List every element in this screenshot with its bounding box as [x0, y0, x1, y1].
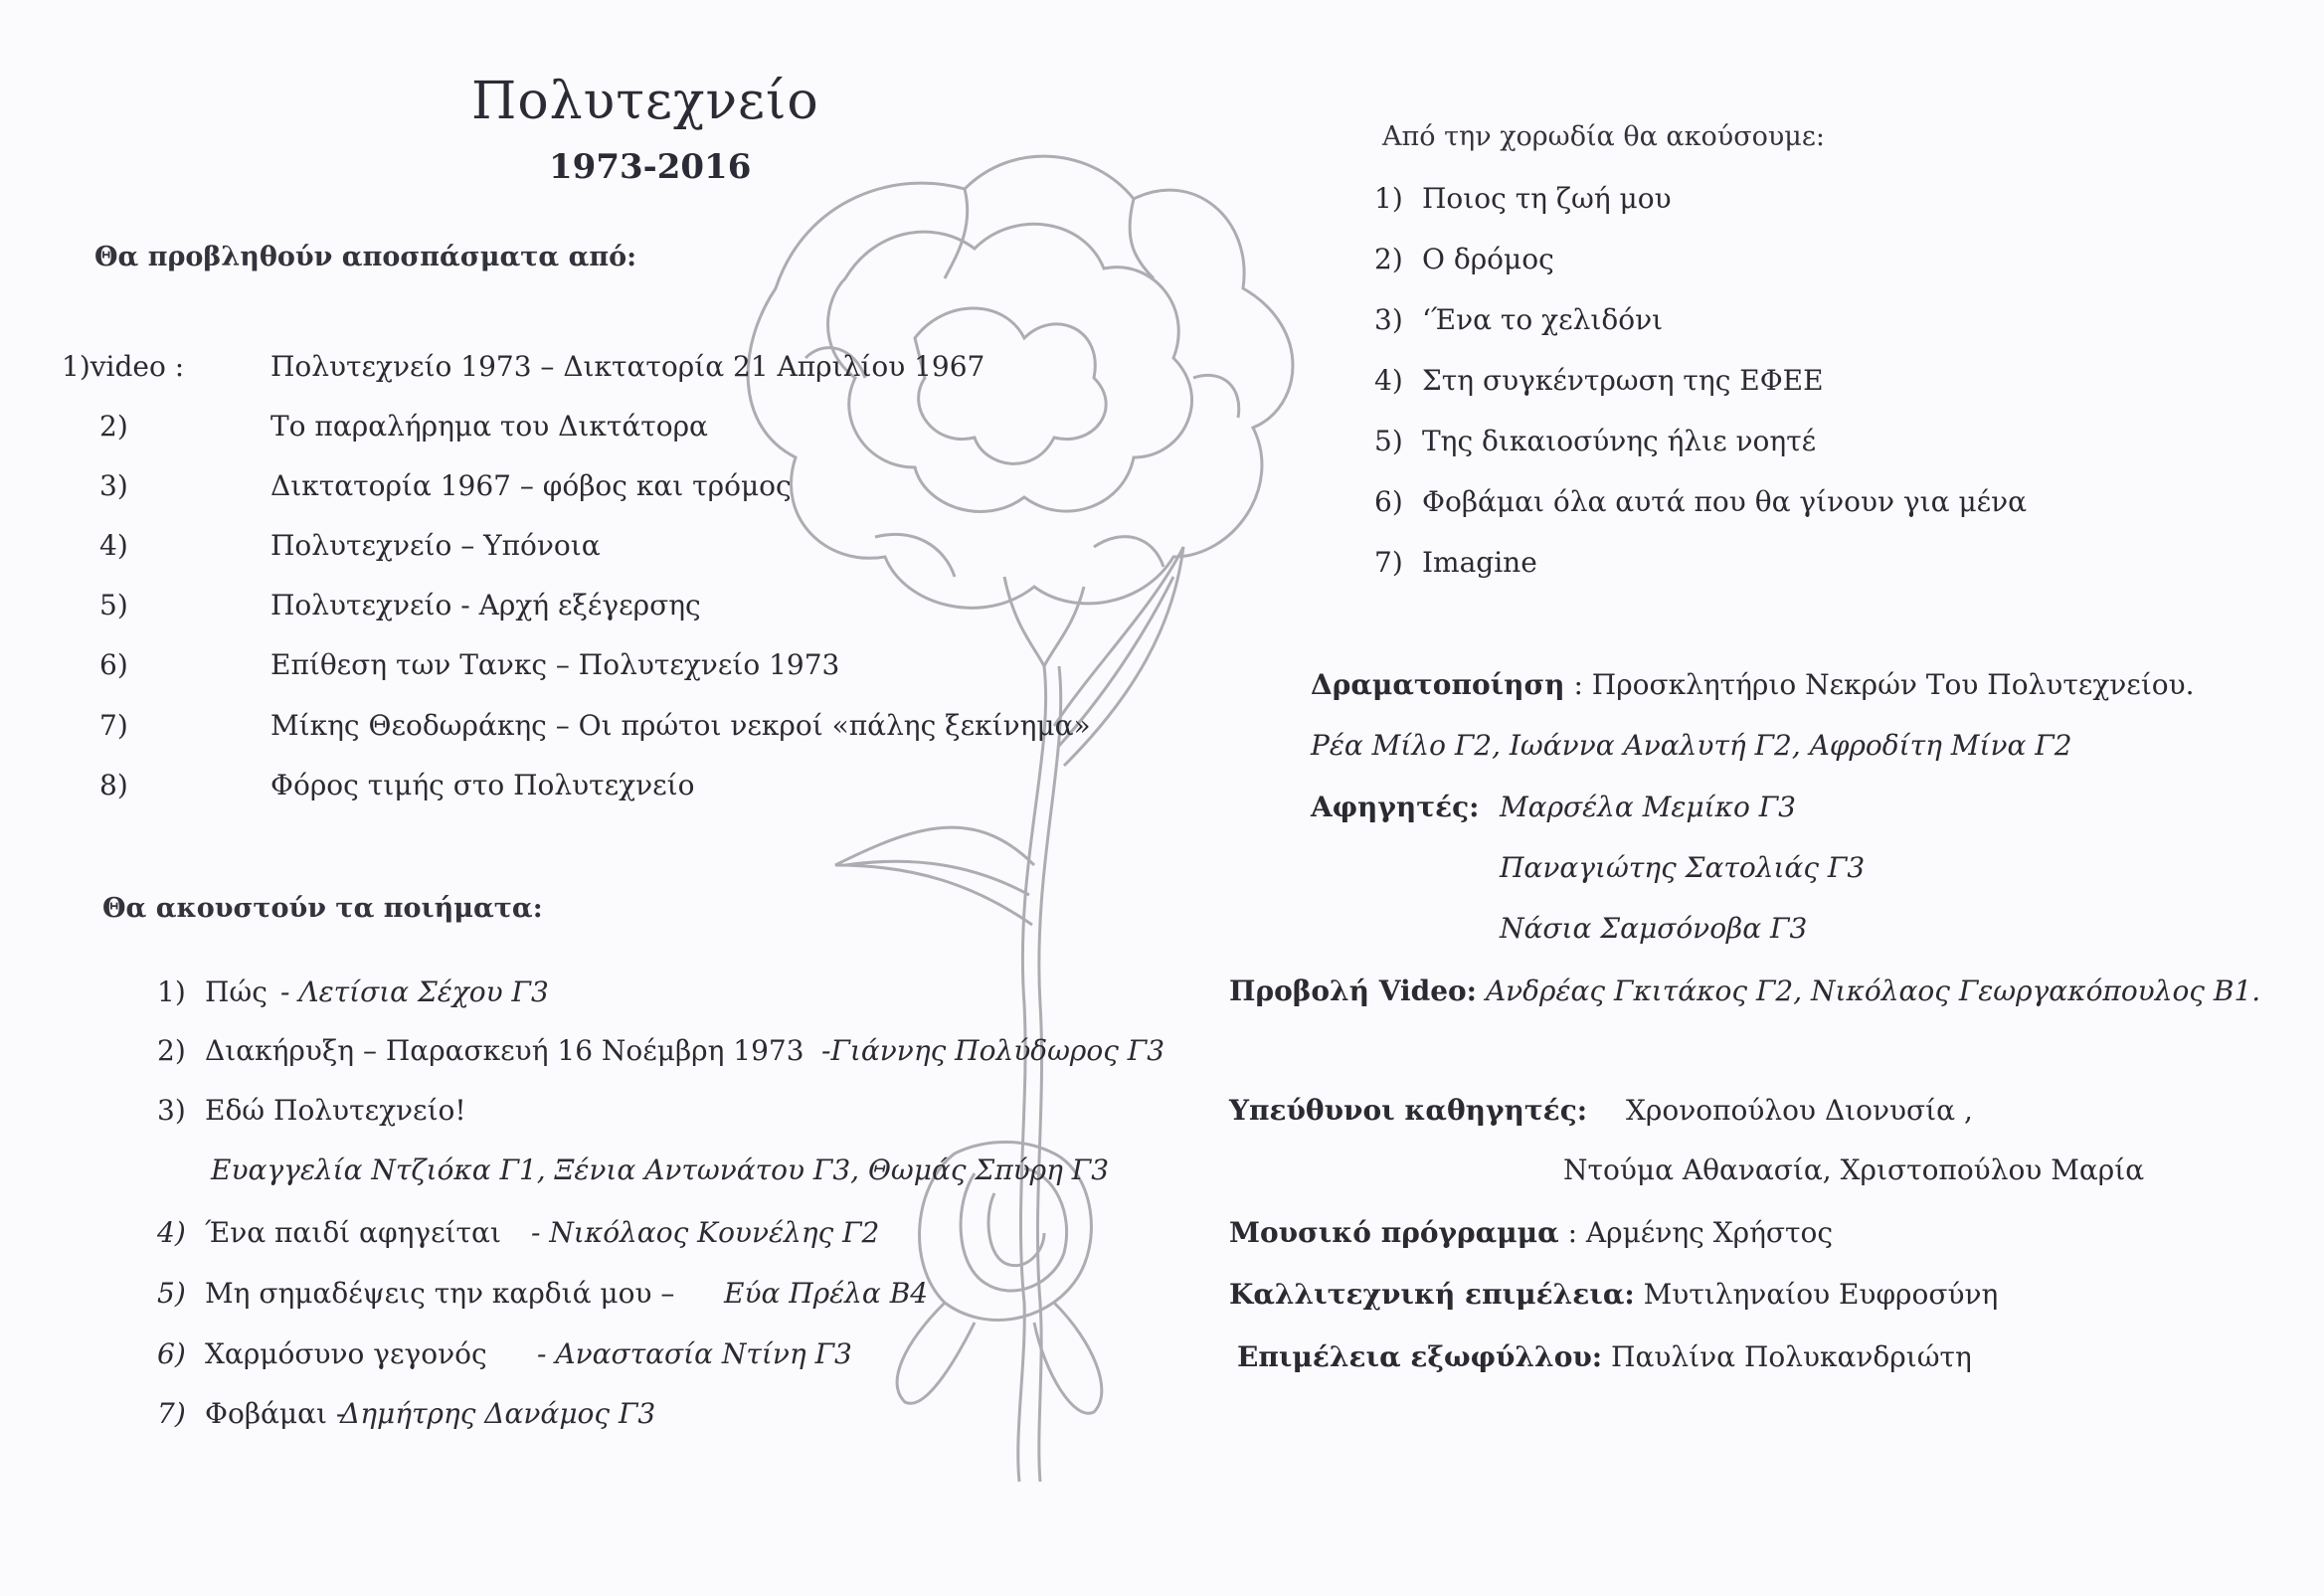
poem-item-number: 6)	[157, 1337, 186, 1370]
poem-item-performer: -Γιάννης Πολύδωρος Γ3	[821, 1034, 1165, 1067]
choir-item-title: ‘Ένα το χελιδόνι	[1422, 303, 1664, 336]
poem-item-performer: Εύα Πρέλα Β4	[724, 1277, 929, 1310]
choir-item-number: 1)	[1374, 182, 1403, 215]
narrator-3: Νάσια Σαμσόνοβα Γ3	[1500, 912, 1808, 945]
poems-heading: Θα ακουστούν τα ποιήματα:	[102, 893, 543, 924]
narrators-label: Αφηγητές:	[1311, 791, 1480, 823]
teachers-value-2: Ντούμα Αθανασία, Χριστοπούλου Μαρία	[1563, 1153, 2145, 1186]
art-label: Καλλιτεχνική επιμέλεια:	[1229, 1278, 1635, 1311]
videos-heading: Θα προβληθούν αποσπάσματα από:	[94, 242, 637, 272]
choir-item-number: 5)	[1374, 425, 1403, 457]
video-credits-label: Προβολή Video:	[1229, 975, 1478, 1007]
cover-line	[1237, 1340, 1972, 1373]
video-item-title: Επίθεση των Τανκς – Πολυτεχνείο 1973	[270, 648, 840, 681]
choir-heading: Από την χορωδία θα ακούσουμε:	[1382, 121, 1825, 152]
poem-item-title: Ένα παιδί αφηγείται	[205, 1216, 501, 1249]
video-item-number: 1)video :	[62, 350, 185, 383]
page-title: Πολυτεχνείο	[471, 72, 819, 131]
cover-value: Παυλίνα Πολυκανδριώτη	[1611, 1340, 1972, 1373]
teachers-line	[1229, 1094, 1973, 1127]
choir-item-title: Της δικαιοσύνης ήλιε νοητέ	[1422, 425, 1817, 457]
choir-item-title: Imagine	[1422, 546, 1537, 579]
choir-item-number: 2)	[1374, 243, 1403, 275]
dramatization-line	[1311, 668, 2195, 701]
poem-item-number: 3)	[157, 1094, 186, 1127]
page-years: 1973-2016	[549, 147, 752, 187]
narrator-1: Μαρσέλα Μεμίκο Γ3	[1500, 791, 1796, 823]
dramatization-label: Δραματοποίηση	[1311, 668, 1565, 701]
choir-item-number: 6)	[1374, 485, 1403, 518]
video-item-number: 2)	[99, 410, 128, 443]
poem-item-number: 1)	[157, 975, 186, 1008]
dramatization-value: : Προσκλητήριο Νεκρών Του Πολυτεχνείου.	[1573, 668, 2195, 701]
narrator-2: Παναγιώτης Σατολιάς Γ3	[1500, 851, 1866, 884]
video-item-number: 4)	[99, 529, 128, 562]
video-item-title: Πολυτεχνείο 1973 – Δικτατορία 21 Απριλίου 1967	[270, 350, 985, 383]
dramatization-cast: Ρέα Μίλο Γ2, Ιωάννα Αναλυτή Γ2, Αφροδίτη Μίνα Γ2	[1311, 729, 2072, 762]
poem-item-performer: - Αναστασία Ντίνη Γ3	[537, 1337, 852, 1370]
poem-item-number: 7)	[157, 1397, 186, 1430]
choir-item-number: 7)	[1374, 546, 1403, 579]
music-label: Μουσικό πρόγραμμα	[1229, 1216, 1559, 1249]
video-item-title: Πολυτεχνείο – Υπόνοια	[270, 529, 601, 562]
video-item-title: Μίκης Θεοδωράκης – Οι πρώτοι νεκροί «πάλης ξεκίνημα»	[270, 709, 1091, 742]
music-value: : Αρμένης Χρήστος	[1567, 1216, 1834, 1249]
art-value: Μυτιληναίου Ευφροσύνη	[1643, 1278, 1999, 1311]
video-item-number: 6)	[99, 648, 128, 681]
poem-item-number: 2)	[157, 1034, 186, 1067]
poem-item-title: Μη σημαδέψεις την καρδιά μου –	[205, 1277, 675, 1310]
poem-item-title: Πώς	[205, 975, 268, 1008]
video-item-title: Δικτατορία 1967 – φόβος και τρόμος	[270, 469, 792, 502]
poem-item-title: Εδώ Πολυτεχνείο!	[205, 1094, 466, 1127]
poem-item-performer: - Νικόλαος Κουνέλης Γ2	[531, 1216, 880, 1249]
poem-item-performer: Ευαγγελία Ντζιόκα Γ1, Ξένια Αντωνάτου Γ3, Θωμάς Σπύρη Γ3	[211, 1153, 1110, 1186]
video-item-number: 3)	[99, 469, 128, 502]
poem-item-title: Χαρμόσυνο γεγονός	[205, 1337, 487, 1370]
poem-item-number: 5)	[157, 1277, 186, 1310]
choir-item-number: 4)	[1374, 364, 1403, 397]
choir-item-title: Στη συγκέντρωση της ΕΦΕΕ	[1422, 364, 1824, 397]
choir-item-title: Φοβάμαι όλα αυτά που θα γίνουν για μένα	[1422, 485, 2028, 518]
cover-label: Επιμέλεια εξωφύλλου:	[1237, 1340, 1603, 1373]
poem-item-number: 4)	[157, 1216, 186, 1249]
video-item-number: 7)	[99, 709, 128, 742]
teachers-value-1: Χρονοπούλου Διονυσία ,	[1626, 1094, 1973, 1127]
video-credits-value: Ανδρέας Γκιτάκος Γ2, Νικόλαος Γεωργακόπουλος Β1.	[1485, 975, 2261, 1007]
poem-item-title: Διακήρυξη – Παρασκευή 16 Νοέμβρη 1973	[205, 1034, 804, 1067]
video-item-title: Φόρος τιμής στο Πολυτεχνείο	[270, 769, 695, 801]
choir-item-number: 3)	[1374, 303, 1403, 336]
video-item-number: 5)	[99, 589, 128, 621]
art-line	[1229, 1278, 1998, 1311]
poem-item-title: Φοβάμαι -	[205, 1397, 346, 1430]
video-item-number: 8)	[99, 769, 128, 801]
video-credits-line	[1229, 975, 2260, 1007]
choir-item-title: Ποιος τη ζωή μου	[1422, 182, 1672, 215]
teachers-label: Υπεύθυνοι καθηγητές:	[1229, 1094, 1588, 1127]
video-item-title: Το παραλήρημα του Δικτάτορα	[270, 410, 708, 443]
music-line	[1229, 1216, 1833, 1249]
choir-item-title: Ο δρόμος	[1422, 243, 1554, 275]
poem-item-performer: - Λετίσια Σέχου Γ3	[280, 975, 549, 1008]
poem-item-performer: Δημήτρης Δανάμος Γ3	[340, 1397, 656, 1430]
video-item-title: Πολυτεχνείο - Αρχή εξέγερσης	[270, 589, 701, 621]
